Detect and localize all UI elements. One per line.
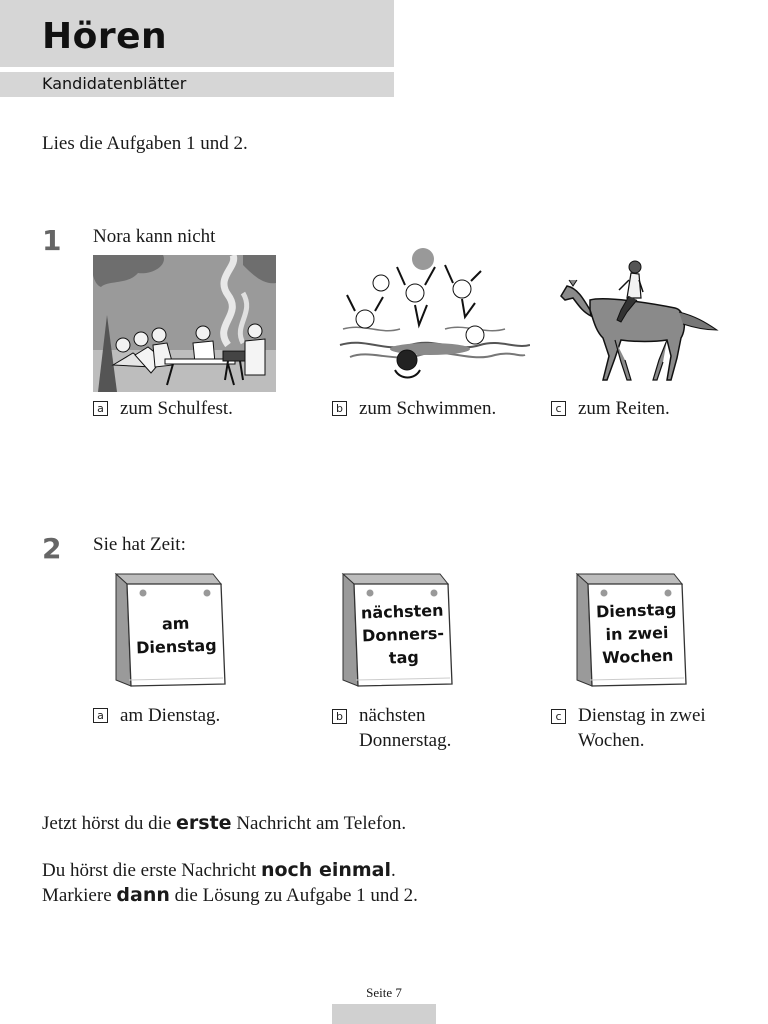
option-letter-box: a	[93, 401, 108, 416]
task-1-option-c[interactable]	[551, 396, 670, 421]
calendar-label: nächsten Donners- tag	[360, 600, 445, 668]
option-letter-box: c	[551, 401, 566, 416]
intro-text: Lies die Aufgaben 1 und 2.	[42, 133, 248, 154]
option-letter-box: b	[332, 401, 347, 416]
option-letter-box: b	[332, 709, 347, 724]
option-text: am Dienstag.	[120, 705, 221, 726]
calendar-label: Dienstag in zwei Wochen	[595, 599, 677, 668]
swimming-illustration	[335, 245, 530, 387]
page-number: Seite 7	[366, 985, 402, 1000]
instruction-line-2: Du hörst die erste Nachricht noch einmal.	[42, 859, 396, 881]
task-2-number: 2	[42, 532, 62, 565]
task-1-option-b[interactable]	[332, 396, 496, 421]
emphasis: erste	[176, 812, 232, 834]
option-text: zum Schulfest.	[120, 398, 233, 419]
emphasis: dann	[116, 884, 170, 906]
option-text: zum Reiten.	[578, 398, 670, 419]
option-text-line1: Dienstag in zwei	[578, 705, 706, 726]
task-2-option-b[interactable]	[332, 703, 451, 753]
calendar-label: am Dienstag	[135, 613, 217, 658]
option-letter-box: c	[551, 709, 566, 724]
instruction-line-3: Markiere dann die Lösung zu Aufgabe 1 und 2.	[42, 884, 418, 906]
page-subtitle: Kandidatenblätter	[42, 74, 187, 93]
task-1-prompt: Nora kann nicht	[93, 226, 216, 247]
calendar-icon	[340, 572, 458, 688]
task-2-prompt: Sie hat Zeit:	[93, 534, 186, 555]
calendar-icon	[113, 572, 231, 688]
option-text-line2: Donnerstag.	[359, 730, 452, 751]
option-text-line1: nächsten	[359, 705, 426, 726]
picnic-illustration	[93, 255, 276, 392]
task-1-option-a[interactable]	[93, 396, 233, 421]
instruction-line-1: Jetzt hörst du die erste Nachricht am Telefon.	[42, 812, 407, 834]
option-letter-box: a	[93, 708, 108, 723]
task-2-option-a[interactable]	[93, 703, 220, 728]
task-2-option-c[interactable]	[551, 703, 706, 753]
page-title: Hören	[42, 16, 168, 57]
emphasis: noch einmal	[260, 859, 392, 881]
task-1-number: 1	[42, 224, 62, 257]
calendar-icon	[574, 572, 692, 688]
footer-bar	[332, 1004, 436, 1024]
option-text-line2: Wochen.	[578, 730, 645, 751]
horse-riding-illustration	[555, 258, 720, 384]
option-text: zum Schwimmen.	[359, 398, 497, 419]
